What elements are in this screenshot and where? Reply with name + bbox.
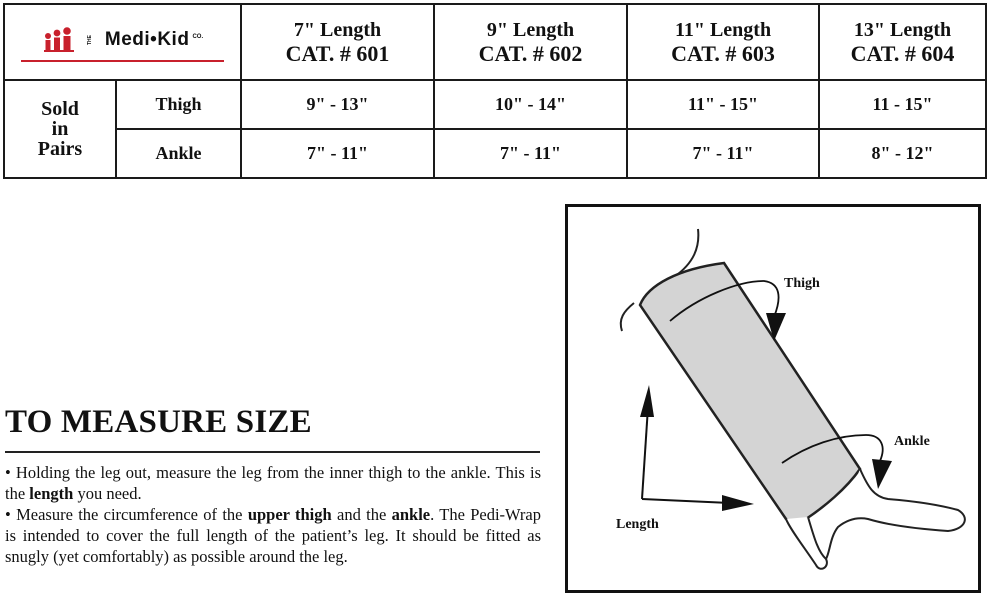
brand-suffix: CO. [192, 34, 204, 41]
row-label-ankle: Ankle [116, 129, 241, 178]
measure-size-heading: TO MEASURE SIZE [5, 404, 312, 440]
table-cell: 11" - 15" [627, 80, 819, 129]
brand-prefix: THE [86, 34, 93, 45]
family-figures-icon [42, 27, 76, 53]
ankle-arrow-icon [872, 459, 892, 489]
brand-logo-cell [4, 4, 241, 80]
table-cell: 7" - 11" [241, 129, 434, 178]
leg-measurement-illustration [565, 204, 981, 593]
pedi-wrap-sleeve [640, 263, 860, 524]
column-length: 11" Length [674, 18, 772, 41]
table-cell: 10" - 14" [434, 80, 627, 129]
measure-instructions [5, 462, 541, 567]
column-header-604 [819, 4, 986, 80]
table-cell: 11 - 15" [819, 80, 986, 129]
column-catalog-number: CAT. # 603 [671, 40, 775, 66]
table-cell: 7" - 11" [627, 129, 819, 178]
column-length: 9" Length [486, 18, 575, 41]
instruction-circumference: • Measure the circumference of the upper thigh and the ankle. The Pedi-Wrap is intended to cover the full length of the patient’s leg. It should be fitted as snugly (yet comfortably) as possible around the leg. [5, 505, 542, 566]
table-row-ankle [4, 129, 986, 178]
instruction-length: • Holding the leg out, measure the leg from the inner thigh to the ankle. This is the length you need. [5, 463, 541, 503]
brand-underline [21, 60, 224, 62]
table-cell: 9" - 13" [241, 80, 434, 129]
column-header-603 [627, 4, 819, 80]
table-header-row [4, 4, 986, 80]
column-header-601 [241, 4, 434, 80]
table-cell: 7" - 11" [434, 129, 627, 178]
length-label: Length [616, 517, 659, 532]
column-header-602 [434, 4, 627, 80]
ankle-label: Ankle [894, 434, 930, 449]
column-length: 7" Length [293, 18, 382, 41]
column-catalog-number: CAT. # 604 [850, 40, 955, 66]
leg-diagram [568, 207, 978, 590]
size-chart-table [3, 3, 987, 179]
column-catalog-number: CAT. # 601 [285, 40, 390, 66]
row-label-thigh: Thigh [116, 80, 241, 129]
thigh-label: Thigh [784, 276, 820, 291]
sold-in-pairs-label: Sold in Pairs [4, 80, 116, 178]
heading-divider [5, 451, 540, 453]
column-length: 13" Length [853, 18, 952, 41]
length-arrow-up-icon [640, 385, 654, 417]
brand-name: Medi•Kid [104, 29, 190, 51]
length-arrow-right-icon [722, 495, 754, 511]
column-catalog-number: CAT. # 602 [478, 40, 583, 66]
brand-logo [5, 26, 240, 53]
foot-outline [786, 517, 827, 569]
table-cell: 8" - 12" [819, 129, 986, 178]
table-row-thigh [4, 80, 986, 129]
